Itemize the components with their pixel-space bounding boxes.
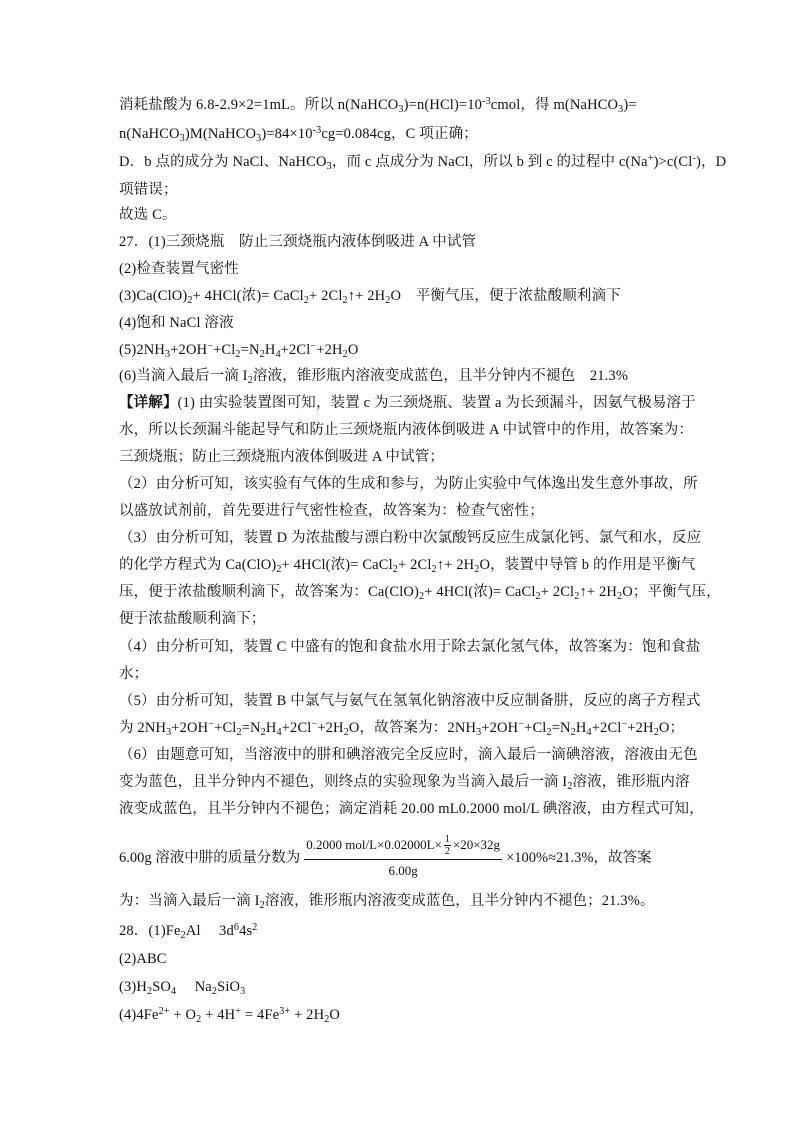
formula-prefix: 6.00g 溶液中肼的质量分数为 — [119, 849, 301, 866]
text-line-l26: 变为蓝色，且半分钟内不褪色，则终点的实验现象为当滴入最后一滴 $I_2$溶液，锥形瓶内溶 — [119, 774, 690, 792]
text-line-l7: (2)检查装置气密性 — [119, 261, 239, 277]
formula-suffix: ×100%≈21.3%，故答案 — [506, 849, 652, 866]
text-line-l31: (2)ABC — [119, 951, 167, 967]
text-line-l20: 便于浓盐酸顺利滴下； — [119, 611, 266, 627]
text-line-l29: 为：当滴入最后一滴 $I_2$溶液，锥形瓶内溶液变成蓝色，且半分钟内不褪色；21.3%。 — [119, 893, 655, 911]
text-line-l9: (4)饱和 NaCl 溶液 — [119, 315, 234, 331]
half-denominator: 2 — [444, 845, 450, 857]
text-line-l5: 故选 C。 — [119, 207, 177, 223]
one-half-fraction — [444, 834, 451, 857]
text-line-l25: （6）由题意可知，当溶液中的肼和碘溶液完全反应时，滴入最后一滴碘溶液，溶液由无色 — [119, 747, 698, 763]
text-line-l24: 为 $2NH_3+2OH^-+Cl_2=N_2H_4+2Cl^-+2H_2O$，故答案为：$2NH_3+2OH^-+Cl_2=N_2H_4+2Cl^-+2H_2O$； — [119, 719, 685, 738]
text-line-l17: （3）由分析可知，装置 D 为浓盐酸与漂白粉中次氯酸钙反应生成氯化钙、氯气和水，反应 — [119, 530, 702, 546]
fraction-numerator — [304, 834, 502, 860]
text-line-l18: 的化学方程式为 $Ca(ClO)_2+ 4HCl$(浓)= CaCl$_2$+ $2Cl_2↑+ 2H_2O$，装置中导管 b 的作用是平衡气 — [119, 557, 696, 575]
text-line-l23: （5）由分析可知，装置 B 中氯气与氨气在氢氧化钠溶液中反应制备肼，反应的离子方程式 — [119, 693, 701, 709]
text-line-l6: 27．(1)三颈烧瓶 防止三颈烧瓶内液体倒吸进 A 中试管 — [119, 234, 477, 250]
text-line-l13: 水，所以长颈漏斗能起导气和防止三颈烧瓶内液体倒吸进 A 中试管中的作用，故答案为： — [119, 422, 694, 438]
text-line-l22: 水； — [119, 666, 149, 682]
text-line-l27: 液变成蓝色，且半分钟内不褪色；滴定消耗 20.00 mL0.2000 mol/L 碘溶液，由方程式可知， — [119, 801, 704, 817]
text-line-l30: 28．$(1)Fe_2Al$ $3d^64s^2$ — [119, 922, 258, 941]
text-line-l12: 【详解】(1) 由实验装置图可知，装置 c 为三颈烧瓶、装置 a 为长颈漏斗，因氨气极易溶于 — [119, 395, 696, 411]
text-line-l32: $(3)H_2SO_4$ $Na_2SiO_3$ — [119, 979, 246, 997]
text-line-l19: 压，便于浓盐酸顺利滴下，故答案为：$Ca(ClO)_2+ 4HCl$(浓)= CaCl$_2$+ $2Cl_2↑+ 2H_2O$；平衡气压， — [119, 584, 721, 602]
half-numerator: 1 — [444, 833, 450, 845]
text-line-l16: 以盛放试剂前，首先要进行气密性检查，故答案为：检查气密性； — [119, 503, 544, 519]
text-line-l1: 消耗盐酸为 6.8-2.9×2=1mL。所以 $n(NaHCO_3)=n(HCl)=10^{-3}cmol$，得 m(NaHCO$_3$)= — [119, 96, 637, 115]
text-line-l4: 项错误； — [119, 182, 178, 198]
text-line-l11: (6)当滴入最后一滴 $I_2$溶液，锥形瓶内溶液变成蓝色，且半分钟内不褪色 21.3% — [119, 368, 629, 386]
numerator-part-b: ×20×32g — [452, 837, 501, 852]
numerator-part-a: 0.2000 mol/L×0.02000L× — [306, 837, 442, 852]
text-line-l15: （2）由分析可知，该实验有气体的生成和参与，为防止实验中气体逸出发生意外事故，所 — [119, 476, 698, 492]
fraction-denominator: 6.00g — [388, 862, 418, 878]
mass-fraction-fraction — [304, 834, 502, 879]
text-line-l8: $(3)Ca(ClO)_2+ 4HCl$(浓)= CaCl$_2$+ $2Cl_2↑+ 2H_2O$ 平衡气压，便于浓盐酸顺利滴下 — [119, 288, 621, 306]
text-line-l10: $(5)2NH_3+2OH^-+Cl_2=N_2H_4+2Cl^-+2H_2O$ — [119, 341, 359, 360]
text-line-l3: D．b 点的成分为 NaCl、NaHCO$_3$，而 c 点成分为 NaCl，所以 b 到 c 的过程中 c(Na+)>c(Cl-)，D — [119, 153, 727, 172]
mass-fraction-formula-line — [119, 833, 651, 879]
text-line-l21: （4）由分析可知，装置 C 中盛有的饱和食盐水用于除去氯化氢气体，故答案为：饱和食盐 — [119, 639, 701, 655]
text-line-l2: $n(NaHCO_3)M(NaHCO_3)=84\times 10^{-3}cg=0.084cg$，C 项正确； — [119, 125, 478, 144]
text-line-l14: 三颈烧瓶；防止三颈烧瓶内液体倒吸进 A 中试管； — [119, 449, 445, 465]
text-line-l33: $(4)4Fe^{2+} + O_2 + 4H^+ = 4Fe^{3+} + 2H_2O$ — [119, 1006, 341, 1025]
